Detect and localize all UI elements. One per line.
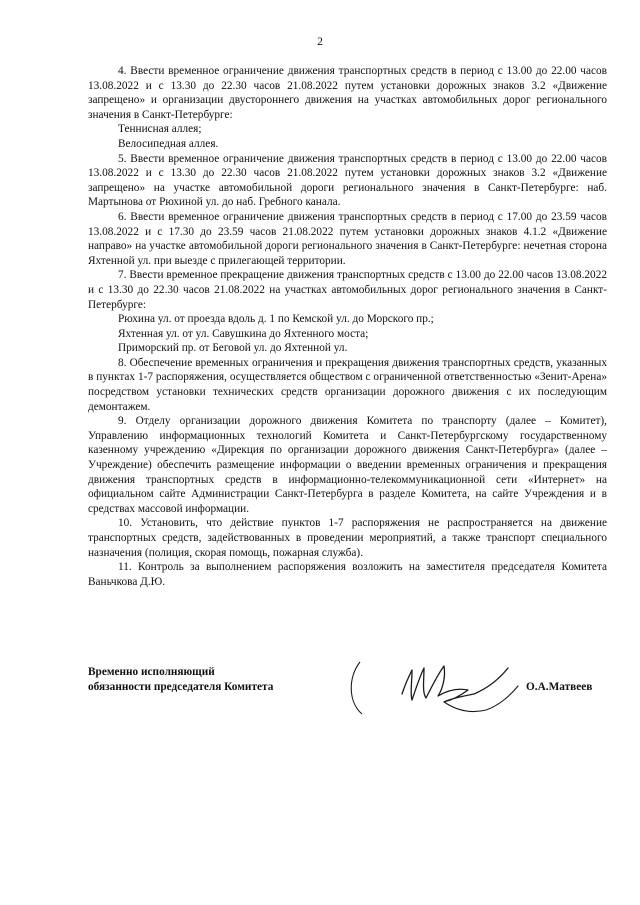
signatory-title [88, 665, 273, 694]
paragraph-6: 6. Ввести временное ограничение движения транспортных средств в период с 17.00 до 23.59 часов 13.08.2022 и с 17.30 до 23.59 часов 21.08.2022 путем установки дорожных знаков 4.1.2 «Движение направо» на участке автомобильной дороги регионального значения в Санкт-Петербурге: нечетная сторона Яхтенной ул. при выезде с прилегающей территории. [88, 210, 607, 267]
paragraph-7-item-3: Приморский пр. от Беговой ул. до Яхтенной ул. [118, 342, 348, 355]
paragraph-4: 4. Ввести временное ограничение движения транспортных средств в период с 13.00 до 22.00 часов 13.08.2022 и с 13.30 до 22.30 часов 21.08.2022 путем установки дорожных знаков 3.2 «Движение запрещено» и организации двустороннего движения на участках автомобильных дорог регионального значения в Санкт-Петербурге: [88, 65, 607, 121]
handwritten-signature [340, 652, 530, 722]
paragraph-4-item-2: Велосипедная аллея. [118, 137, 219, 150]
paragraph-5: 5. Ввести временное ограничение движения транспортных средств в период с 13.00 до 22.00 часов 13.08.2022 и с 13.30 до 22.30 часов 21.08.2022 путем установки дорожных знаков 3.2 «Движение запрещено» на участке автомобильной дороги регионального значения в Санкт-Петербурге: наб. Мартынова от Рюхиной ул. до наб. Гребного канала. [88, 152, 607, 209]
paragraph-11: 11. Контроль за выполнением распоряжения возложить на заместителя председателя Комитета Ваньчкова Д.Ю. [88, 561, 607, 588]
page-number: 2 [317, 36, 323, 48]
paragraph-7-item-2: Яхтенная ул. от ул. Савушкина до Яхтенного моста; [118, 327, 369, 340]
paragraph-7: 7. Ввести временное прекращение движения транспортных средств с 13.00 до 22.00 часов 13.08.2022 и с 13.30 до 22.30 часов 21.08.2022 на участках автомобильных дорог регионального значения в Санкт-Петербурге: [88, 269, 607, 311]
paragraph-10: 10. Установить, что действие пунктов 1-7 распоряжения не распространяется на движение транспортных средств, задействованных в проведении мероприятий, а также транспорт специального назначения (полиция, скорая помощь, пожарная служба). [88, 517, 607, 559]
paragraph-9: 9. Отделу организации дорожного движения Комитета по транспорту (далее – Комитет), Управлению информационных технологий Комитета и Санкт-Петербургскому государственному казенному учреждению «Дирекция по организации дорожного движения Санкт-Петербурга» (далее – Учреждение) обеспечить размещение информации о введении временных ограничения и прекращения движения транспортных средств в информационно-телекоммуникационной сети «Интернет» на официальном сайте Администрации Санкт-Петербурга в разделе Комитета, на сайте Учреждения и в средствах массовой информации. [88, 415, 607, 515]
paragraph-4-item-1: Теннисная аллея; [118, 123, 202, 136]
signatory-name: О.А.Матвеев [526, 681, 593, 693]
paragraph-8: 8. Обеспечение временных ограничения и прекращения движения транспортных средств, указанных в пунктах 1-7 распоряжения, осуществляется обществом с ограниченной ответственностью «Зенит-Арена» посредством установки технических средств организации дорожного движения с их последующим демонтажем. [88, 356, 607, 413]
document-body [88, 64, 607, 589]
signatory-title-line-1: Временно исполняющий [88, 666, 215, 678]
signatory-title-line-2: обязанности председателя Комитета [88, 680, 274, 693]
paragraph-7-item-1: Рюхина ул. от проезда вдоль д. 1 по Кемской ул. до Морского пр.; [118, 313, 434, 326]
